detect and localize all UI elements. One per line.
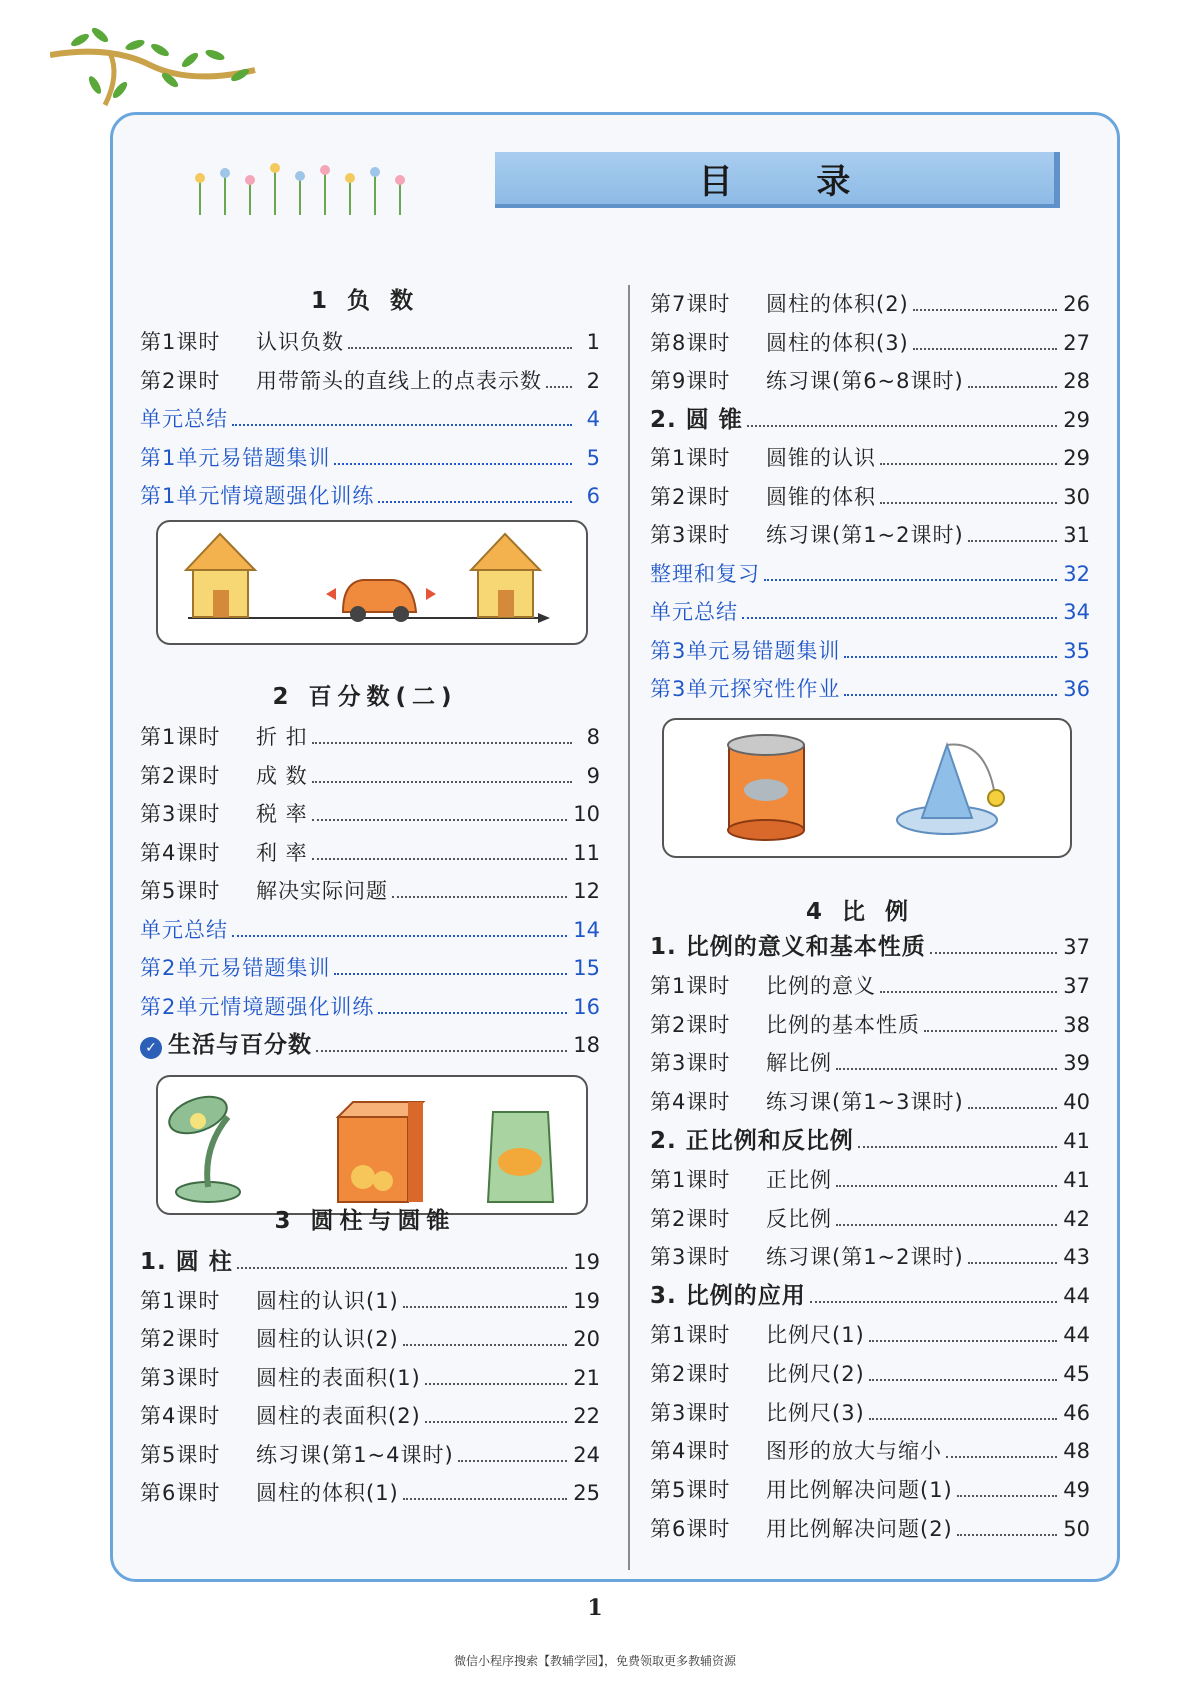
toc-title: 利 率 <box>256 840 308 865</box>
toc-page-number: 32 <box>1063 561 1090 586</box>
toc-title: 整理和复习 <box>650 561 760 586</box>
toc-page-number: 43 <box>1063 1245 1090 1270</box>
toc-entry <box>140 1356 600 1392</box>
dot-leader <box>869 1379 1058 1381</box>
toc-lesson: 第3课时 <box>650 523 731 547</box>
footer-note: 微信小程序搜索【教辅学园】，免费领取更多教辅资源 <box>453 1654 736 1668</box>
toc-page-number: 29 <box>1063 446 1090 470</box>
toc-page-number: 42 <box>1063 1206 1090 1231</box>
toc-entry <box>650 1119 1090 1155</box>
dot-leader <box>312 819 568 821</box>
toc-page-number: 19 <box>573 1288 600 1313</box>
toc-entry <box>650 282 1090 318</box>
toc-title: 2. 圆 锥 <box>650 406 743 433</box>
toc-page-number: 21 <box>573 1365 600 1390</box>
toc-entry <box>650 436 1090 472</box>
page-title: 目 录 <box>495 152 1060 208</box>
toc-entry <box>650 552 1090 588</box>
toc-lesson: 第1课时 <box>650 973 731 998</box>
toc-lesson: 第2课时 <box>140 1327 221 1351</box>
dot-leader <box>913 348 1058 350</box>
toc-page-number: 44 <box>1063 1323 1090 1347</box>
toc-lesson: 第3课时 <box>140 802 221 826</box>
toc-title: 练习课(第1~4课时) <box>256 1442 454 1467</box>
dot-leader <box>924 1030 1057 1032</box>
toc-title: 圆柱的体积(1) <box>256 1481 399 1505</box>
toc-entry <box>650 1468 1090 1504</box>
toc-page-number: 2 <box>586 368 600 393</box>
dot-leader <box>844 694 1057 696</box>
dot-leader <box>232 424 572 426</box>
toc-page-number: 28 <box>1063 369 1090 393</box>
dot-leader <box>403 1344 568 1346</box>
toc-page-number: 22 <box>573 1404 600 1428</box>
dot-leader <box>844 656 1057 658</box>
dot-leader <box>930 952 1058 954</box>
toc-entry <box>140 397 600 433</box>
toc-page-number: 35 <box>1063 638 1090 663</box>
toc-entry <box>650 1507 1090 1543</box>
dot-leader <box>957 1495 1058 1497</box>
toc-title: 圆柱的认识(2) <box>256 1327 399 1351</box>
toc-page-number: 19 <box>573 1250 600 1274</box>
toc-entry <box>650 1429 1090 1465</box>
toc-lesson: 第2课时 <box>650 1012 731 1037</box>
toc-lesson: 第5课时 <box>140 879 221 903</box>
dot-leader <box>378 501 572 503</box>
toc-title: 练习课(第1~3课时) <box>766 1090 964 1115</box>
toc-lesson: 第2课时 <box>650 1361 731 1386</box>
toc-title: 单元总结 <box>140 917 228 942</box>
toc-entry <box>650 925 1090 961</box>
toc-lesson: 第1课时 <box>140 330 221 354</box>
dot-leader <box>836 1185 1057 1187</box>
toc-lesson: 第4课时 <box>140 840 221 865</box>
dot-leader <box>316 1050 567 1052</box>
toc-entry <box>650 398 1090 434</box>
dot-leader <box>742 617 1057 619</box>
toc-title: 比例的基本性质 <box>766 1012 920 1037</box>
toc-entry <box>140 320 600 356</box>
dot-leader <box>425 1383 568 1385</box>
toc-page-number: 37 <box>1063 935 1090 959</box>
toc-page-number: 29 <box>1063 407 1090 432</box>
toc-page-number: 38 <box>1063 1012 1090 1037</box>
toc-entry <box>650 1041 1090 1077</box>
toc-title: 3. 比例的应用 <box>650 1283 806 1310</box>
toc-entry <box>140 754 600 790</box>
toc-title: 解决实际问题 <box>256 879 388 903</box>
toc-page-number: 30 <box>1063 484 1090 509</box>
toc-entry <box>140 831 600 867</box>
toc-entry <box>140 1240 600 1276</box>
toc-page-number: 24 <box>573 1442 600 1467</box>
toc-lesson: 第2课时 <box>650 484 731 509</box>
dot-leader <box>378 1012 567 1014</box>
toc-page-number: 41 <box>1063 1129 1090 1153</box>
dot-leader <box>836 1068 1057 1070</box>
toc-lesson: 第2课时 <box>650 1206 731 1231</box>
dot-leader <box>880 502 1057 504</box>
unit-3-title: 3 圆柱与圆锥 <box>274 1208 456 1234</box>
toc-page-number: 31 <box>1063 523 1090 547</box>
dot-leader <box>312 858 568 860</box>
toc-page-number: 37 <box>1063 973 1090 998</box>
toc-lesson: 第1课时 <box>650 1323 731 1347</box>
toc-title: 单元总结 <box>650 600 738 624</box>
dot-leader <box>764 579 1057 581</box>
toc-page-number: 6 <box>586 484 600 508</box>
unit-4-title: 4 比 例 <box>805 899 915 925</box>
toc-entry <box>140 1317 600 1353</box>
toc-lesson: 第6课时 <box>140 1481 221 1505</box>
dot-leader <box>312 742 572 744</box>
toc-page-number: 49 <box>1063 1478 1090 1503</box>
toc-entry <box>650 1391 1090 1427</box>
toc-title: 1. 圆 柱 <box>140 1249 233 1275</box>
dot-leader <box>968 1107 1058 1109</box>
toc-entry <box>650 1235 1090 1271</box>
toc-entry <box>650 1352 1090 1388</box>
toc-page-number: 5 <box>586 445 600 470</box>
toc-entry <box>650 1080 1090 1116</box>
dot-leader <box>810 1301 1058 1303</box>
toc-lesson: 第1课时 <box>140 725 221 749</box>
toc-page-number: 27 <box>1063 330 1090 355</box>
toc-entry <box>140 1023 600 1059</box>
toc-entry <box>650 1158 1090 1194</box>
toc-title: 1. 比例的意义和基本性质 <box>650 934 926 960</box>
toc-page-number: 48 <box>1063 1439 1090 1464</box>
toc-entry <box>650 590 1090 626</box>
dot-leader <box>968 386 1058 388</box>
toc-entry <box>140 715 600 751</box>
toc-entry <box>650 475 1090 511</box>
toc-lesson: 第8课时 <box>650 330 731 355</box>
toc-entry <box>140 792 600 828</box>
dot-leader <box>392 896 567 898</box>
dot-leader <box>858 1146 1058 1148</box>
dot-leader <box>747 425 1058 427</box>
dot-leader <box>880 991 1057 993</box>
toc-page-number: 14 <box>573 917 600 942</box>
toc-lesson: 第7课时 <box>650 292 731 316</box>
toc-lesson: 第6课时 <box>650 1517 731 1541</box>
dot-leader <box>836 1224 1057 1226</box>
toc-lesson: 第2课时 <box>140 763 221 788</box>
toc-title: 单元总结 <box>140 407 228 431</box>
toc-lesson: 第1课时 <box>650 1167 731 1192</box>
toc-page-number: 45 <box>1063 1361 1090 1386</box>
toc-title: 圆柱的体积(3) <box>766 330 909 355</box>
toc-entry <box>140 1394 600 1430</box>
toc-lesson: 第3课时 <box>650 1051 731 1076</box>
toc-lesson: 第4课时 <box>650 1439 731 1464</box>
toc-entry <box>650 1274 1090 1310</box>
toc-entry <box>650 321 1090 357</box>
toc-title: 反比例 <box>766 1206 832 1231</box>
check-badge-icon: ✓ <box>140 1037 162 1059</box>
toc-entry <box>140 1433 600 1469</box>
dot-leader <box>334 463 572 465</box>
toc-title: 第3单元易错题集训 <box>650 638 841 663</box>
toc-title: 练习课(第6~8课时) <box>766 369 964 393</box>
toc-page-number: 18 <box>573 1033 600 1057</box>
toc-title: 比例的意义 <box>766 973 876 998</box>
dot-leader <box>312 781 572 783</box>
toc-lesson: 第5课时 <box>140 1442 221 1467</box>
toc-title: 用比例解决问题(2) <box>766 1517 953 1541</box>
dot-leader <box>869 1418 1058 1420</box>
houses-car-illustration <box>156 520 588 645</box>
toc-title: 正比例 <box>766 1167 832 1192</box>
toc-title: 用带箭头的直线上的点表示数 <box>256 368 542 393</box>
dot-leader <box>546 386 572 388</box>
toc-page-number: 8 <box>586 725 600 749</box>
toc-entry <box>140 1279 600 1315</box>
toc-page-number: 46 <box>1063 1400 1090 1425</box>
toc-title: 第3单元探究性作业 <box>650 677 841 701</box>
dot-leader <box>348 347 572 349</box>
toc-page-number: 44 <box>1063 1284 1090 1309</box>
toc-page-number: 50 <box>1063 1517 1090 1541</box>
toc-title: 第1单元易错题集训 <box>140 445 331 470</box>
toc-page-number: 9 <box>586 763 600 788</box>
toc-lesson: 第1课时 <box>650 446 731 470</box>
flowers-decoration <box>190 160 410 220</box>
toc-title: 2. 正比例和反比例 <box>650 1128 854 1154</box>
dot-leader <box>869 1340 1058 1342</box>
dot-leader <box>334 973 567 975</box>
toc-lesson: 第4课时 <box>650 1090 731 1115</box>
toc-title: 圆锥的体积 <box>766 484 876 509</box>
dot-leader <box>458 1460 568 1462</box>
toc-title: 第2单元情境题强化训练 <box>140 994 375 1019</box>
dot-leader <box>946 1456 1057 1458</box>
toc-title: 第2单元易错题集训 <box>140 956 331 980</box>
toc-title: 圆柱的体积(2) <box>766 292 909 316</box>
toc-entry <box>650 1313 1090 1349</box>
lamp-bag-illustration <box>156 1075 588 1215</box>
toc-entry <box>650 629 1090 665</box>
toc-lesson: 第1课时 <box>140 1288 221 1313</box>
branch-decoration <box>50 15 260 115</box>
toc-title: 生活与百分数 <box>168 1032 312 1058</box>
toc-entry <box>650 964 1090 1000</box>
toc-title: 用比例解决问题(1) <box>766 1478 953 1503</box>
toc-page-number: 41 <box>1063 1167 1090 1192</box>
unit-2-title: 2 百分数(二) <box>272 684 458 710</box>
toc-page-number: 16 <box>573 994 600 1019</box>
toc-title: 比例尺(3) <box>766 1400 865 1425</box>
toc-page-number: 39 <box>1063 1051 1090 1076</box>
dot-leader <box>957 1534 1058 1536</box>
toc-title: 圆柱的表面积(2) <box>256 1404 421 1428</box>
toc-title: 比例尺(1) <box>766 1323 865 1347</box>
dot-leader <box>237 1267 568 1269</box>
toc-page-number: 40 <box>1063 1090 1090 1115</box>
toc-title: 税 率 <box>256 802 308 826</box>
toc-page-number: 15 <box>573 956 600 980</box>
toc-entry <box>650 513 1090 549</box>
toc-title: 练习课(第1~2课时) <box>766 523 964 547</box>
dot-leader <box>968 1262 1058 1264</box>
toc-entry <box>140 985 600 1021</box>
toc-entry <box>140 908 600 944</box>
dot-leader <box>232 935 567 937</box>
unit-1-title: 1 负 数 <box>310 288 420 314</box>
toc-lesson: 第2课时 <box>140 368 221 393</box>
toc-title: 圆柱的认识(1) <box>256 1288 399 1313</box>
toc-page-number: 25 <box>573 1481 600 1505</box>
column-divider <box>628 285 630 1570</box>
dot-leader <box>880 463 1057 465</box>
toc-lesson: 第9课时 <box>650 369 731 393</box>
toc-lesson: 第4课时 <box>140 1404 221 1428</box>
page-number: 1 <box>587 1595 603 1621</box>
toc-lesson: 第5课时 <box>650 1478 731 1503</box>
toc-title: 比例尺(2) <box>766 1361 865 1386</box>
dot-leader <box>403 1306 568 1308</box>
toc-title: 练习课(第1~2课时) <box>766 1245 964 1270</box>
toc-entry <box>140 869 600 905</box>
toc-lesson: 第3课时 <box>140 1365 221 1390</box>
toc-title: 圆柱的表面积(1) <box>256 1365 421 1390</box>
toc-page-number: 1 <box>586 330 600 354</box>
toc-lesson: 第3课时 <box>650 1245 731 1270</box>
toc-title: 圆锥的认识 <box>766 446 876 470</box>
toc-title: 认识负数 <box>256 330 344 354</box>
toc-title: 成 数 <box>256 763 308 788</box>
toc-entry <box>140 1471 600 1507</box>
toc-entry <box>650 1197 1090 1233</box>
toc-entry <box>650 359 1090 395</box>
toc-entry <box>650 1003 1090 1039</box>
toc-page-number: 10 <box>573 802 600 826</box>
dot-leader <box>913 309 1058 311</box>
toc-title: 第1单元情境题强化训练 <box>140 484 375 508</box>
toc-entry <box>140 436 600 472</box>
toc-entry <box>140 359 600 395</box>
toc-entry <box>650 667 1090 703</box>
toc-page-number: 12 <box>573 879 600 903</box>
dot-leader <box>968 540 1058 542</box>
toc-entry <box>140 946 600 982</box>
toc-page-number: 11 <box>573 840 600 865</box>
dot-leader <box>403 1498 568 1500</box>
dot-leader <box>425 1421 568 1423</box>
toc-page-number: 36 <box>1063 677 1090 701</box>
toc-page-number: 20 <box>573 1327 600 1351</box>
toc-lesson: 第3课时 <box>650 1400 731 1425</box>
toc-page-number: 26 <box>1063 292 1090 316</box>
toc-page-number: 34 <box>1063 600 1090 624</box>
toc-title: 折 扣 <box>256 725 308 749</box>
toc-entry <box>140 474 600 510</box>
toc-title: 解比例 <box>766 1051 832 1076</box>
toc-title: 图形的放大与缩小 <box>766 1439 942 1464</box>
can-cone-illustration <box>662 718 1072 858</box>
toc-page-number: 4 <box>586 407 600 431</box>
